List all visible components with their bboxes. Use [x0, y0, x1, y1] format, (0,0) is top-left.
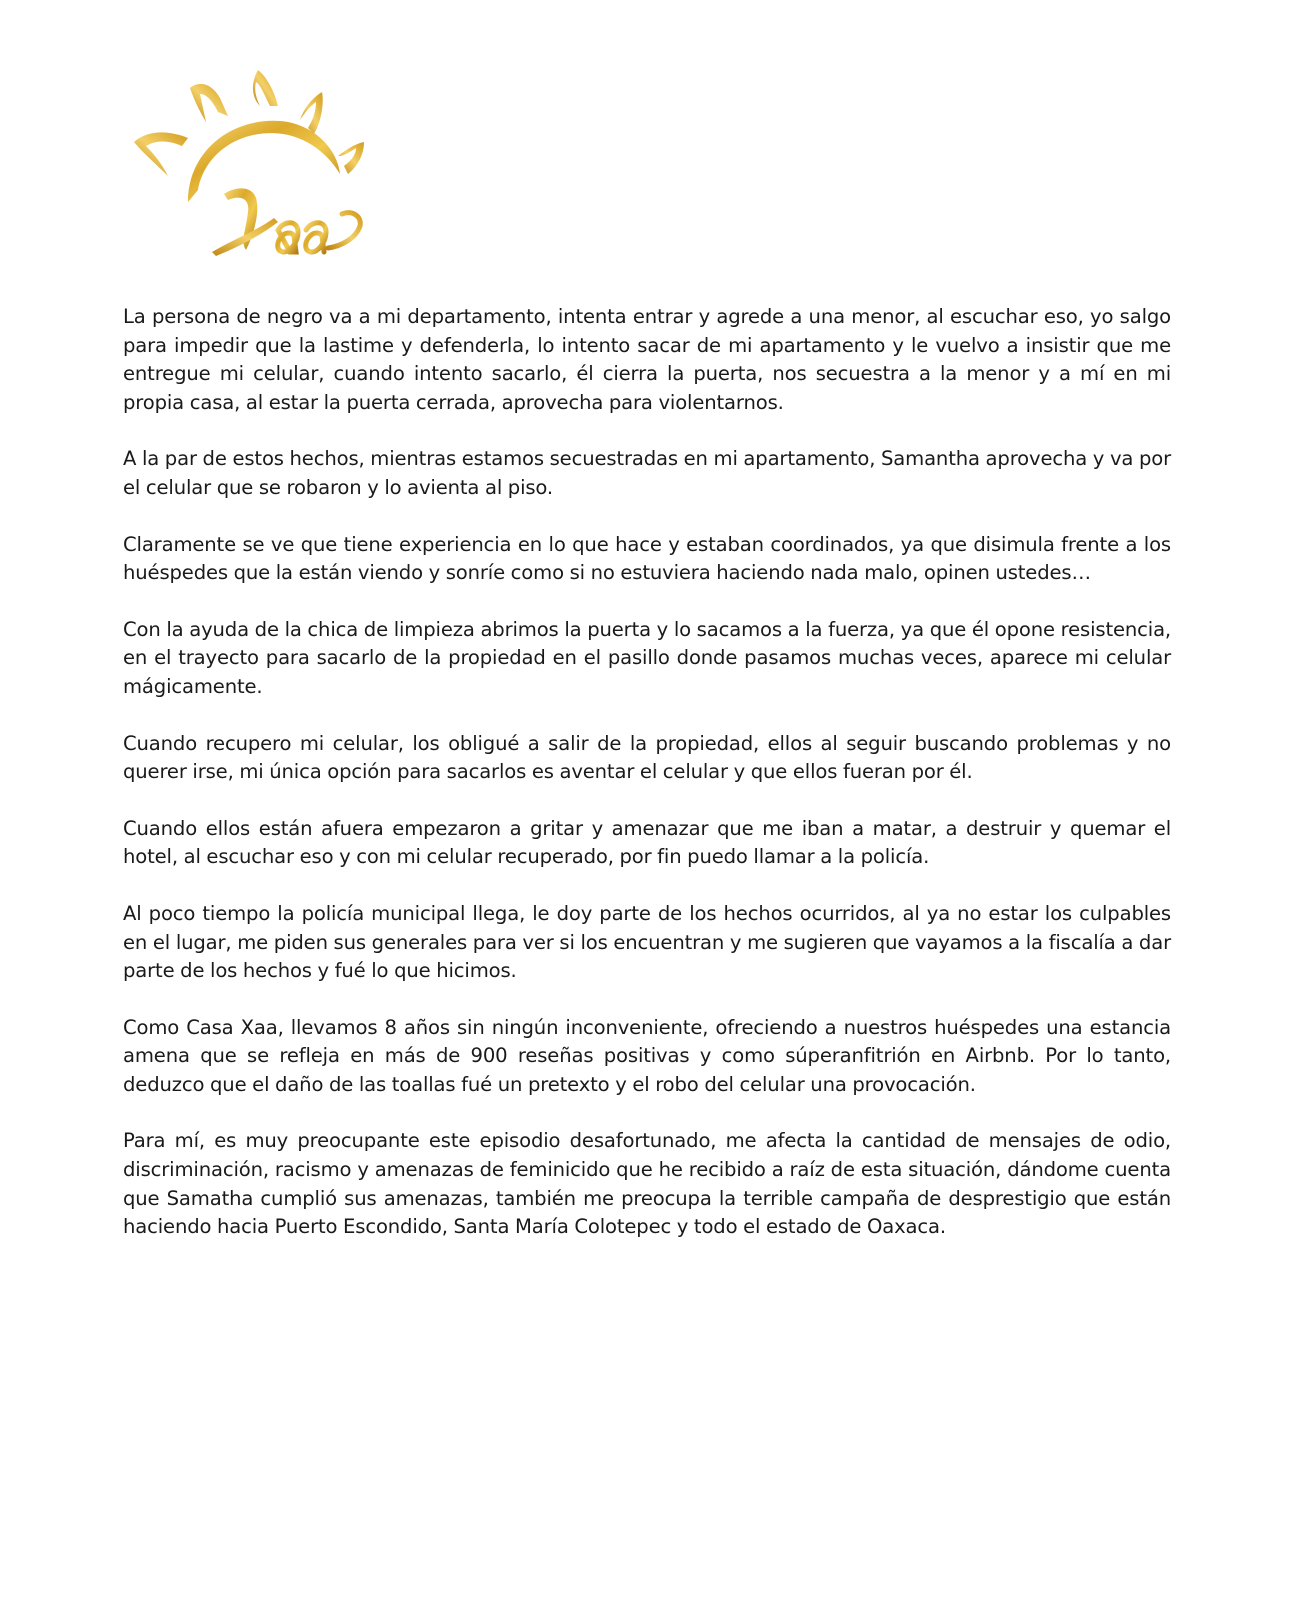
paragraph: Al poco tiempo la policía municipal llega, le doy parte de los hechos ocurridos, al ya no estar los culpables en el lugar, me piden sus generales para ver si los encuentran y me sugieren que vayamos a la fiscalía a dar parte de los hechos y fué lo que hicimos.: [123, 901, 1171, 983]
paragraph: Cuando ellos están afuera empezaron a gritar y amenazar que me iban a matar, a destruir y quemar el hotel, al escuchar eso y con mi celular recuperado, por fin puedo llamar a la policía.: [123, 816, 1171, 869]
sun-ray: [338, 142, 364, 174]
paragraph: Cuando recupero mi celular, los obligué a salir de la propiedad, ellos al seguir buscando problemas y no querer irse, mi única opción para sacarlos es aventar el celular y que ellos fueran por él.: [123, 731, 1171, 784]
sun-ray: [190, 84, 228, 122]
paragraph: Como Casa Xaa, llevamos 8 años sin ningún inconveniente, ofreciendo a nuestros huéspedes una estancia amena que se refleja en más de 900 reseñas positivas y como súperanfitrión en Airbnb. Por lo tanto, deduzco que el daño de las toallas fué un pretexto y el robo del celular una provocación.: [123, 1015, 1171, 1096]
casa-xaa-logo: [128, 62, 372, 262]
sun-ray: [253, 70, 278, 106]
paragraph: Claramente se ve que tiene experiencia en lo que hace y estaban coordinados, ya que disimula frente a los huéspedes que la están viendo y sonríe como si no estuviera haciendo nada malo, opinen ustedes…: [123, 532, 1171, 585]
sun-ray: [134, 132, 188, 176]
xaa-script-swash: [328, 213, 360, 248]
paragraph: A la par de estos hechos, mientras estamos secuestradas en mi apartamento, Samantha aprovecha y va por el celular que se robaron y lo avienta al piso.: [123, 447, 1171, 499]
paragraph: Para mí, es muy preocupante este episodio desafortunado, me afecta la cantidad de mensajes de odio, discriminación, racismo y amenazas de feminicido que he recibido a raíz de esta situación, dándome cuenta que Samatha cumplió sus amenazas, también me preocupa la terrible campaña de desprestigio que están haciendo hacia Puerto Escondido, Santa María Colotepec y todo el estado de Oaxaca.: [123, 1129, 1171, 1239]
sun-arc: [188, 121, 340, 202]
xaa-script-a1: [278, 223, 298, 252]
xaa-script-x-cross: [212, 218, 278, 256]
statement-body: [123, 303, 1171, 1270]
xaa-script-a2: [306, 223, 326, 252]
sun-xaa-logo-icon: [128, 62, 372, 262]
paragraph: Con la ayuda de la chica de limpieza abrimos la puerta y lo sacamos a la fuerza, ya que él opone resistencia, en el trayecto para sacarlo de la propiedad en el pasillo donde pasamos muchas veces, aparece mi celular mágicamente.: [123, 617, 1171, 698]
paragraph: La persona de negro va a mi departamento, intenta entrar y agrede a una menor, al escuchar eso, yo salgo para impedir que la lastime y defenderla, lo intento sacar de mi apartamento y le vuelvo a insistir que me entregue mi celular, cuando intento sacarlo, él cierra la puerta, nos secuestra a la menor y a mí en mi propia casa, al estar la puerta cerrada, aprovecha para violentarnos.: [123, 305, 1171, 414]
